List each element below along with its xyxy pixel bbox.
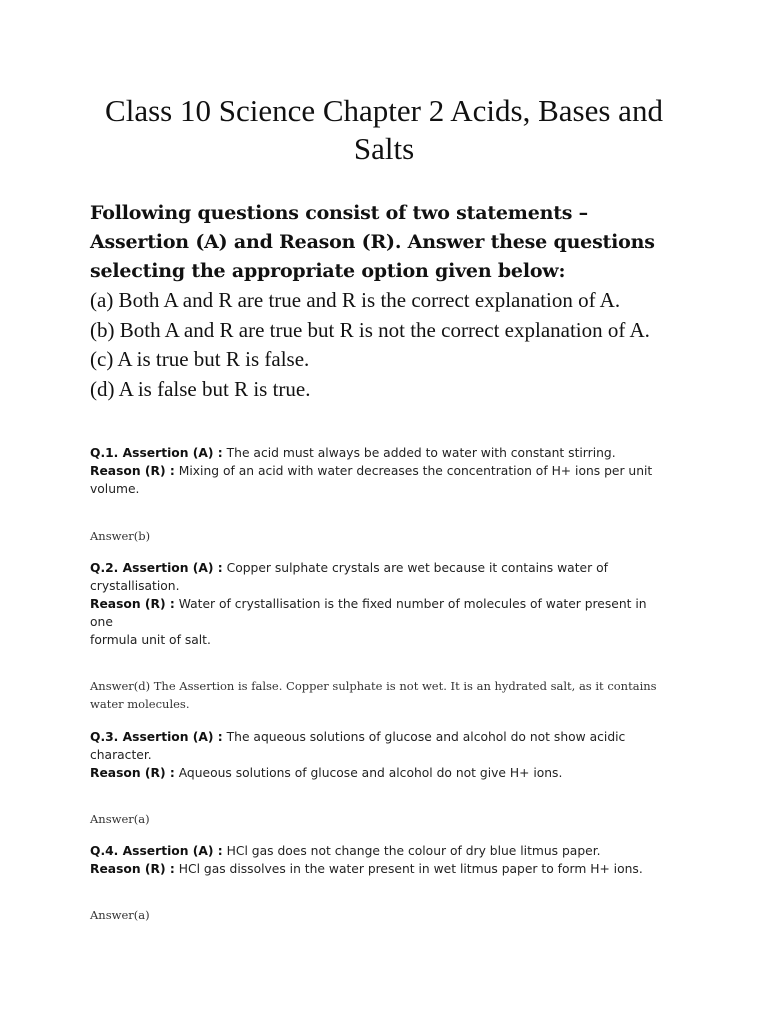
assertion-label: Q.1. Assertion (A) : — [90, 446, 223, 460]
assertion-label: Q.2. Assertion (A) : — [90, 561, 223, 575]
question-2 — [90, 559, 670, 649]
reason-text: Aqueous solutions of glucose and alcohol do not give H+ ions. — [174, 766, 563, 780]
assertion-2 — [90, 559, 670, 595]
reason-text: HCl gas dissolves in the water present in wet litmus paper to form H+ ions. — [174, 862, 643, 876]
question-4 — [90, 842, 670, 878]
option-b: (b) Both A and R are true but R is not the correct explanation of A. — [90, 317, 650, 342]
assertion-3 — [90, 728, 670, 764]
answer-3: Answer(a) — [90, 812, 150, 826]
reason-1 — [90, 462, 670, 498]
reason-text: Water of crystallisation is the fixed number of molecules of water present in one — [90, 597, 647, 629]
assertion-label: Q.3. Assertion (A) : — [90, 730, 223, 744]
assertion-1 — [90, 444, 670, 462]
reason-label: Reason (R) : — [90, 597, 175, 611]
title-line-2: Salts — [353, 131, 415, 166]
reason-label: Reason (R) : — [90, 862, 175, 876]
answer-1: Answer(b) — [90, 529, 151, 543]
assertion-text: HCl gas does not change the colour of dry blue litmus paper. — [222, 844, 601, 858]
answer-2: Answer(d) The Assertion is false. Copper sulphate is not wet. It is an hydrated salt, as it contains water molecules. — [90, 679, 657, 711]
reason-2 — [90, 595, 670, 649]
title-line-1: Class 10 Science Chapter 2 Acids, Bases and — [105, 93, 663, 128]
question-3 — [90, 728, 670, 782]
answer-4: Answer(a) — [90, 908, 150, 922]
assertion-4 — [90, 842, 670, 860]
option-c: (c) A is true but R is false. — [90, 347, 310, 371]
option-d: (d) A is false but R is true. — [90, 376, 311, 401]
assertion-text: The acid must always be added to water with constant stirring. — [222, 446, 616, 460]
reason-3 — [90, 764, 670, 782]
page-title — [60, 92, 708, 168]
reason-4 — [90, 860, 670, 878]
instructions-text: Following questions consist of two statements – Assertion (A) and Reason (R). Answer these questions selecting the appropriate option given below: — [90, 202, 655, 282]
reason-label: Reason (R) : — [90, 464, 175, 478]
option-a: (a) Both A and R are true and R is the correct explanation of A. — [90, 288, 621, 312]
assertion-label: Q.4. Assertion (A) : — [90, 844, 223, 858]
reason-text: Mixing of an acid with water decreases the concentration of H+ ions per unit volume. — [90, 464, 653, 496]
reason-label: Reason (R) : — [90, 766, 175, 780]
question-1 — [90, 444, 670, 498]
assertion-text: The aqueous solutions of glucose and alcohol do not show acidic character. — [90, 730, 626, 762]
answer-options-list — [90, 286, 690, 404]
reason-text-continued: formula unit of salt. — [90, 633, 211, 647]
assertion-text: Copper sulphate crystals are wet because it contains water of crystallisation. — [90, 561, 608, 593]
